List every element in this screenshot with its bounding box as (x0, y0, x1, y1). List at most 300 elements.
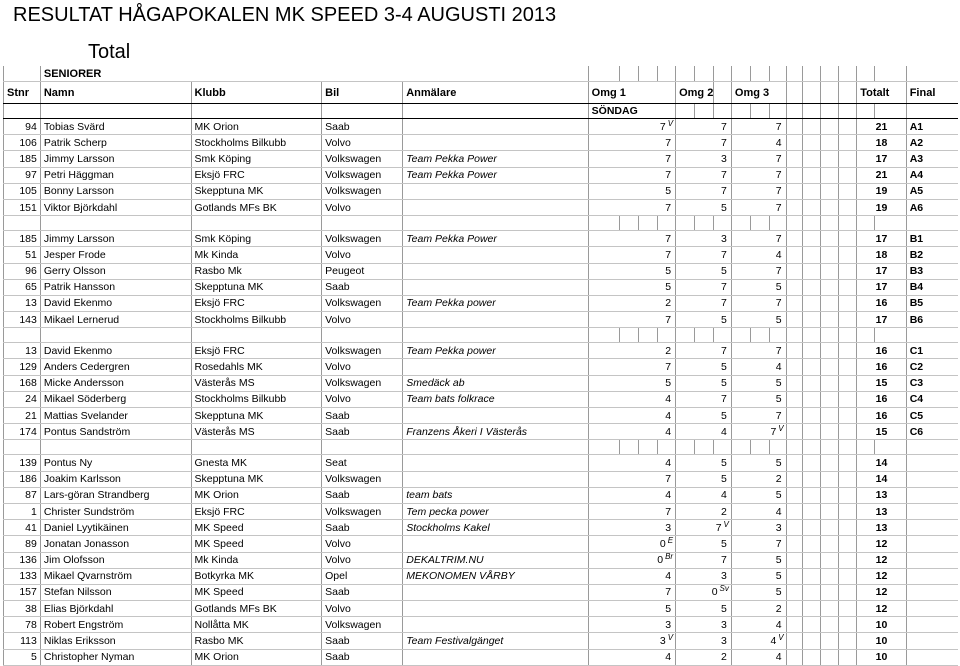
col-stnr: Stnr (4, 82, 41, 104)
score-flag: Sv (719, 584, 729, 594)
entrant-name (403, 649, 588, 665)
table-row (4, 455, 959, 471)
club-name: MK Orion (191, 487, 322, 503)
final-placement: C1 (906, 343, 958, 359)
score-value: 7 (659, 120, 666, 133)
round1-score (588, 167, 675, 183)
score-flag: V (723, 519, 729, 529)
score-value: 7 (665, 313, 672, 326)
round2-score (676, 231, 732, 247)
score-value: 7 (721, 169, 727, 182)
start-number: 65 (4, 279, 41, 295)
round2-score (676, 503, 732, 519)
start-number: 143 (4, 312, 41, 328)
club-name: MK Speed (191, 584, 322, 600)
page-title: RESULTAT HÅGAPOKALEN MK SPEED 3-4 AUGUSTI 2013 (13, 4, 557, 26)
final-placement: B4 (906, 279, 958, 295)
round2-score (676, 391, 732, 407)
score-value: 7 (665, 201, 672, 214)
driver-name: David Ekenmo (40, 295, 191, 311)
final-placement: A2 (906, 135, 958, 151)
driver-name: Christer Sundström (40, 503, 191, 519)
final-placement (906, 520, 958, 536)
total-score: 17 (857, 279, 907, 295)
group-spacer (4, 328, 959, 343)
driver-name: Gerry Olsson (40, 263, 191, 279)
club-name: Eksjö FRC (191, 167, 322, 183)
car-make: Volkswagen (322, 617, 403, 633)
driver-name: Niklas Eriksson (40, 633, 191, 649)
total-score: 21 (857, 167, 907, 183)
score-value: 7 (721, 136, 727, 149)
score-value: 4 (665, 456, 672, 469)
driver-name: Micke Andersson (40, 375, 191, 391)
final-placement: B3 (906, 263, 958, 279)
driver-name: Mikael Söderberg (40, 391, 191, 407)
day-header-row (4, 104, 959, 119)
score-value: 7 (665, 169, 672, 182)
round2-score (676, 536, 732, 552)
round2-score (676, 199, 732, 215)
round1-score (588, 183, 675, 199)
round1-score (588, 343, 675, 359)
driver-name: Stefan Nilsson (40, 584, 191, 600)
round3-score (731, 167, 786, 183)
col-totalt: Totalt (857, 82, 907, 104)
score-value: 5 (775, 586, 782, 599)
round3-score (731, 312, 786, 328)
driver-name: Pontus Ny (40, 455, 191, 471)
score-value: 7 (775, 344, 782, 357)
total-score: 15 (857, 424, 907, 440)
round2-score (676, 520, 732, 536)
round3-score (731, 263, 786, 279)
round1-score (588, 119, 675, 135)
total-score: 18 (857, 135, 907, 151)
start-number: 157 (4, 584, 41, 600)
score-value: 5 (775, 554, 782, 567)
entrant-name (403, 359, 588, 375)
club-name: Gnesta MK (191, 455, 322, 471)
entrant-name (403, 183, 588, 199)
table-row (4, 247, 959, 263)
round2-score (676, 279, 732, 295)
total-score: 16 (857, 343, 907, 359)
final-placement: A1 (906, 119, 958, 135)
round3-score (731, 649, 786, 665)
entrant-name (403, 312, 588, 328)
score-value: 3 (775, 521, 782, 534)
start-number: 139 (4, 455, 41, 471)
round1-score (588, 552, 675, 568)
score-value: 3 (721, 152, 727, 165)
entrant-name (403, 471, 588, 487)
score-value: 2 (775, 602, 782, 615)
entrant-name (403, 617, 588, 633)
table-row (4, 520, 959, 536)
club-name: MK Orion (191, 649, 322, 665)
total-score: 17 (857, 231, 907, 247)
score-value: 7 (775, 537, 782, 550)
score-value: 7 (665, 361, 672, 374)
final-placement (906, 601, 958, 617)
start-number: 89 (4, 536, 41, 552)
round2-score (676, 343, 732, 359)
score-value: 5 (665, 185, 672, 198)
round3-score (731, 424, 786, 440)
table-row (4, 503, 959, 519)
final-placement: A4 (906, 167, 958, 183)
table-row (4, 424, 959, 440)
col-final: Final (906, 82, 958, 104)
round2-score (676, 359, 732, 375)
round2-score (676, 183, 732, 199)
entrant-name: Stockholms Kakel (403, 520, 588, 536)
round3-score (731, 520, 786, 536)
entrant-name: Team Pekka power (403, 343, 588, 359)
round3-score (731, 408, 786, 424)
entrant-name: MEKONOMEN VÅRBY (403, 568, 588, 584)
round2-score (676, 247, 732, 263)
car-make: Volkswagen (322, 167, 403, 183)
entrant-name (403, 263, 588, 279)
round2-score (676, 471, 732, 487)
entrant-name: Franzens Åkeri I Västerås (403, 424, 588, 440)
score-value: 4 (665, 409, 672, 422)
driver-name: Mikael Qvarnström (40, 568, 191, 584)
table-row (4, 279, 959, 295)
entrant-name (403, 135, 588, 151)
table-row (4, 375, 959, 391)
table-row (4, 649, 959, 665)
total-score: 17 (857, 263, 907, 279)
final-placement: C6 (906, 424, 958, 440)
round1-score (588, 617, 675, 633)
round3-score (731, 568, 786, 584)
driver-name: Elias Björkdahl (40, 601, 191, 617)
score-value: 7 (721, 185, 727, 198)
col-omg1: Omg 1 (588, 82, 675, 104)
total-score: 16 (857, 408, 907, 424)
score-value: 5 (775, 570, 782, 583)
score-value: 7 (721, 393, 727, 406)
club-name: Skepptuna MK (191, 183, 322, 199)
club-name: Smk Köping (191, 231, 322, 247)
round3-score (731, 151, 786, 167)
club-name: MK Speed (191, 536, 322, 552)
score-value: 7 (665, 248, 672, 261)
entrant-name: Team bats folkrace (403, 391, 588, 407)
club-name: Skepptuna MK (191, 471, 322, 487)
score-value: 7 (775, 297, 782, 310)
round2-score (676, 552, 732, 568)
car-make: Volvo (322, 247, 403, 263)
round3-score (731, 183, 786, 199)
club-name: MK Orion (191, 119, 322, 135)
round2-score (676, 584, 732, 600)
table-row (4, 167, 959, 183)
round1-score (588, 263, 675, 279)
start-number: 185 (4, 151, 41, 167)
final-placement: A5 (906, 183, 958, 199)
score-value: 5 (775, 313, 782, 326)
start-number: 185 (4, 231, 41, 247)
round1-score (588, 279, 675, 295)
round2-score (676, 167, 732, 183)
club-name: MK Speed (191, 520, 322, 536)
score-value: 5 (721, 537, 727, 550)
car-make: Volkswagen (322, 231, 403, 247)
final-placement (906, 633, 958, 649)
total-score: 13 (857, 487, 907, 503)
start-number: 168 (4, 375, 41, 391)
total-score: 17 (857, 151, 907, 167)
score-value: 5 (721, 201, 727, 214)
car-make: Volvo (322, 552, 403, 568)
col-klubb: Klubb (191, 82, 322, 104)
round1-score (588, 601, 675, 617)
car-make: Saab (322, 520, 403, 536)
round1-score (588, 649, 675, 665)
entrant-name (403, 247, 588, 263)
table-row (4, 471, 959, 487)
final-placement: C5 (906, 408, 958, 424)
score-value: 3 (665, 521, 672, 534)
driver-name: Pontus Sandström (40, 424, 191, 440)
club-name: Skepptuna MK (191, 408, 322, 424)
start-number: 105 (4, 183, 41, 199)
total-score: 15 (857, 375, 907, 391)
score-value: 7 (775, 169, 782, 182)
class-label: SENIORER (40, 66, 588, 82)
car-make: Saab (322, 487, 403, 503)
table-row (4, 135, 959, 151)
table-row (4, 633, 959, 649)
day-label: SÖNDAG (588, 104, 675, 119)
round1-score (588, 408, 675, 424)
round2-score (676, 135, 732, 151)
club-name: Mk Kinda (191, 552, 322, 568)
final-placement (906, 617, 958, 633)
round1-score (588, 487, 675, 503)
club-name: Rasbo Mk (191, 263, 322, 279)
start-number: 24 (4, 391, 41, 407)
car-make: Volkswagen (322, 503, 403, 519)
driver-name: Joakim Karlsson (40, 471, 191, 487)
total-score: 10 (857, 649, 907, 665)
driver-name: Daniel Lyytikäinen (40, 520, 191, 536)
col-namn: Namn (40, 82, 191, 104)
start-number: 13 (4, 343, 41, 359)
round2-score (676, 375, 732, 391)
table-row (4, 552, 959, 568)
score-flag: Br (665, 552, 674, 562)
column-header-row (4, 82, 959, 104)
start-number: 174 (4, 424, 41, 440)
entrant-name: DEKALTRIM.NU (403, 552, 588, 568)
club-name: Rasbo MK (191, 633, 322, 649)
driver-name: Jimmy Larsson (40, 231, 191, 247)
entrant-name: Tem pecka power (403, 503, 588, 519)
start-number: 41 (4, 520, 41, 536)
start-number: 94 (4, 119, 41, 135)
final-placement (906, 649, 958, 665)
total-score: 16 (857, 359, 907, 375)
final-placement: C2 (906, 359, 958, 375)
col-anmalare: Anmälare (403, 82, 588, 104)
score-value: 5 (665, 265, 672, 278)
table-row (4, 312, 959, 328)
driver-name: David Ekenmo (40, 343, 191, 359)
table-row (4, 183, 959, 199)
driver-name: Mattias Svelander (40, 408, 191, 424)
round1-score (588, 455, 675, 471)
final-placement (906, 487, 958, 503)
round1-score (588, 247, 675, 263)
start-number: 21 (4, 408, 41, 424)
table-row (4, 536, 959, 552)
score-value: 7 (775, 232, 782, 245)
score-value: 5 (721, 456, 727, 469)
club-name: Eksjö FRC (191, 295, 322, 311)
entrant-name: Team Pekka Power (403, 167, 588, 183)
score-value: 4 (775, 248, 782, 261)
start-number: 51 (4, 247, 41, 263)
score-value: 0 (657, 554, 664, 567)
round2-score (676, 568, 732, 584)
total-score: 18 (857, 247, 907, 263)
start-number: 133 (4, 568, 41, 584)
score-value: 7 (721, 554, 727, 567)
car-make: Volvo (322, 135, 403, 151)
score-value: 5 (665, 602, 672, 615)
score-value: 2 (665, 297, 672, 310)
total-score: 16 (857, 295, 907, 311)
start-number: 106 (4, 135, 41, 151)
driver-name: Christopher Nyman (40, 649, 191, 665)
round3-score (731, 552, 786, 568)
start-number: 38 (4, 601, 41, 617)
driver-name: Anders Cedergren (40, 359, 191, 375)
round3-score (731, 199, 786, 215)
score-value: 4 (665, 425, 672, 438)
club-name: Gotlands MFs BK (191, 601, 322, 617)
score-value: 2 (775, 473, 782, 486)
club-name: Eksjö FRC (191, 503, 322, 519)
entrant-name: team bats (403, 487, 588, 503)
total-score: 19 (857, 199, 907, 215)
car-make: Saab (322, 424, 403, 440)
score-value: 4 (775, 618, 782, 631)
car-make: Volkswagen (322, 183, 403, 199)
club-name: Västerås MS (191, 375, 322, 391)
round3-score (731, 487, 786, 503)
round2-score (676, 408, 732, 424)
final-placement (906, 568, 958, 584)
round2-score (676, 633, 732, 649)
score-value: 7 (715, 521, 722, 534)
total-score: 12 (857, 552, 907, 568)
club-name: Skepptuna MK (191, 279, 322, 295)
entrant-name: Team Pekka Power (403, 151, 588, 167)
final-placement (906, 552, 958, 568)
driver-name: Petri Häggman (40, 167, 191, 183)
round1-score (588, 584, 675, 600)
total-score: 12 (857, 568, 907, 584)
car-make: Volvo (322, 359, 403, 375)
round1-score (588, 503, 675, 519)
entrant-name (403, 279, 588, 295)
entrant-name (403, 199, 588, 215)
table-row (4, 263, 959, 279)
score-value: 7 (775, 265, 782, 278)
score-value: 0 (711, 586, 718, 599)
table-row (4, 199, 959, 215)
total-score: 10 (857, 633, 907, 649)
final-placement (906, 584, 958, 600)
club-name: Smk Köping (191, 151, 322, 167)
final-placement (906, 536, 958, 552)
round2-score (676, 151, 732, 167)
club-name: Nollåtta MK (191, 617, 322, 633)
round3-score (731, 279, 786, 295)
round3-score (731, 536, 786, 552)
final-placement: C4 (906, 391, 958, 407)
table-row (4, 408, 959, 424)
total-score: 12 (857, 584, 907, 600)
score-value: 5 (775, 393, 782, 406)
score-value: 4 (665, 489, 672, 502)
round1-score (588, 295, 675, 311)
table-row (4, 231, 959, 247)
score-value: 2 (721, 651, 727, 664)
round1-score (588, 359, 675, 375)
car-make: Saab (322, 408, 403, 424)
final-placement (906, 503, 958, 519)
score-value: 4 (665, 393, 672, 406)
score-value: 7 (665, 136, 672, 149)
score-value: 5 (665, 281, 672, 294)
club-name: Mk Kinda (191, 247, 322, 263)
final-placement: B2 (906, 247, 958, 263)
start-number: 87 (4, 487, 41, 503)
start-number: 97 (4, 167, 41, 183)
round3-score (731, 617, 786, 633)
club-name: Rosedahls MK (191, 359, 322, 375)
total-score: 12 (857, 536, 907, 552)
round2-score (676, 119, 732, 135)
club-name: Eksjö FRC (191, 343, 322, 359)
round3-score (731, 455, 786, 471)
round1-score (588, 520, 675, 536)
entrant-name (403, 584, 588, 600)
round3-score (731, 391, 786, 407)
table-row (4, 568, 959, 584)
round2-score (676, 263, 732, 279)
score-value: 4 (775, 361, 782, 374)
round3-score (731, 503, 786, 519)
round2-score (676, 424, 732, 440)
round3-score (731, 633, 786, 649)
score-value: 3 (721, 232, 727, 245)
score-value: 7 (775, 409, 782, 422)
results-table (3, 66, 958, 666)
score-value: 7 (665, 505, 672, 518)
score-value: 5 (721, 473, 727, 486)
round2-score (676, 312, 732, 328)
driver-name: Jimmy Larsson (40, 151, 191, 167)
round1-score (588, 633, 675, 649)
